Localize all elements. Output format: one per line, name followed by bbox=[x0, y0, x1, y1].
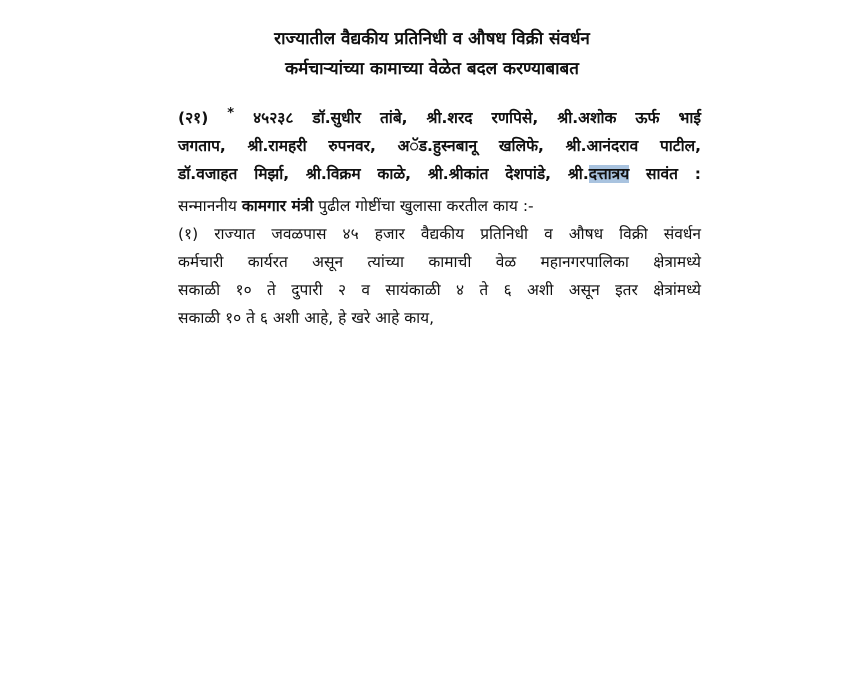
document-title-line-1: राज्यातील वैद्यकीय प्रतिनिधी व औषध विक्री संवर्धन bbox=[274, 29, 590, 49]
part-1-line-3: सकाळी १० ते दुपारी २ व सायंकाळी ४ ते ६ अशी असून इतर क्षेत्रांमध्ये bbox=[178, 281, 701, 299]
question-members-block bbox=[178, 104, 701, 188]
ask-post: पुढील गोष्टींचा खुलासा करतील काय :- bbox=[313, 197, 534, 215]
question-ask-line bbox=[178, 192, 701, 220]
starred-mark: * bbox=[227, 105, 235, 121]
part-1-line-4: सकाळी १० ते ६ अशी आहे, हे खरे आहे काय, bbox=[178, 309, 435, 327]
members-line-3-post: सावंत : bbox=[629, 165, 702, 183]
question-serial: (२१) bbox=[178, 109, 209, 127]
members-line-1-names: डॉ.सुधीर तांबे, श्री.शरद रणपिसे, श्री.अशोक ऊर्फ भाई bbox=[312, 109, 702, 127]
members-line-3-pre: डॉ.वजाहत मिर्झा, श्री.विक्रम काळे, श्री.श्रीकांत देशपांडे, श्री. bbox=[178, 165, 589, 183]
ask-pre: सन्माननीय bbox=[178, 197, 242, 215]
members-line-2: जगताप, श्री.रामहरी रुपनवर, अॅड.हुस्नबानू खलिफे, श्री.आनंदराव पाटील, bbox=[178, 137, 701, 155]
members-line-1 bbox=[178, 104, 701, 132]
document-title-line-2: कर्मचाऱ्यांच्या कामाच्या वेळेत बदल करण्याबाबत bbox=[285, 59, 579, 79]
part-1-line-1: (१) राज्यात जवळपास ४५ हजार वैद्यकीय प्रतिनिधी व औषध विक्री संवर्धन bbox=[178, 225, 701, 243]
question-number: ४५२३८ bbox=[253, 109, 294, 127]
part-1-line-2: कर्मचारी कार्यरत असून त्यांच्या कामाची वेळ महानगरपालिका क्षेत्रामध्ये bbox=[178, 253, 701, 271]
question-part-1 bbox=[178, 220, 701, 332]
text-selection-highlight[interactable]: दत्तात्रय bbox=[588, 165, 630, 183]
members-line-3 bbox=[178, 160, 701, 188]
minister-name: कामगार मंत्री bbox=[241, 197, 314, 215]
